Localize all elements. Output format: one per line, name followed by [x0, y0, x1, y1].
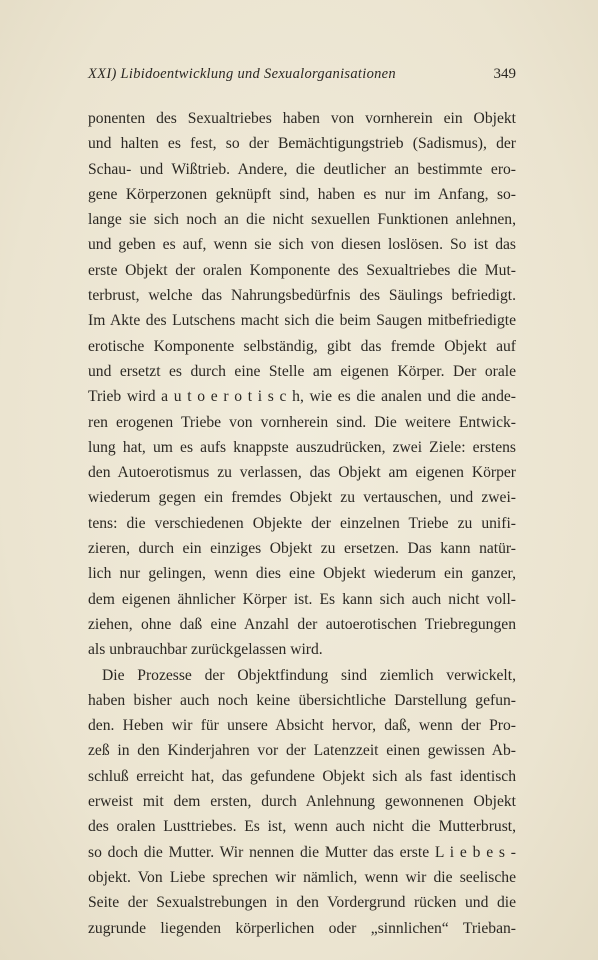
text-line: wiederum gegen ein fremdes Objekt zu vertauschen, und zwei- [88, 489, 516, 507]
text-line: erweist mit dem ersten, durch Anlehnung gewonnenen Objekt [88, 793, 516, 811]
text-line: erste Objekt der oralen Komponente des Sexualtriebes die Mut- [88, 261, 516, 279]
text-line: ziehen, ohne daß eine Anzahl der autoerotischen Triebregungen [88, 615, 516, 633]
text-line: so doch die Mutter. Wir nennen die Mutter das erste L i e b e s - [88, 843, 516, 861]
text-line: Seite der Sexualstrebungen in den Vordergrund rücken und die [88, 894, 516, 912]
text-line: lung hat, um es aufs knappste auszudrücken, zwei Ziele: erstens [88, 438, 516, 456]
text-line: gene Körperzonen geknüpft sind, haben es nur im Anfang, so- [88, 185, 516, 203]
text-line: zeß in den Kinderjahren vor der Latenzzeit einen gewissen Ab- [88, 742, 516, 760]
paragraph-end-line: als unbrauchbar zurückgelassen wird. [88, 641, 323, 659]
text-line: ren erogenen Triebe von vornherein sind. Die weitere Entwick- [88, 413, 516, 431]
text-line: und geben es auf, wenn sie sich von diesen loslösen. So ist das [88, 236, 516, 254]
paragraph-start-line: Die Prozesse der Objektfindung sind ziemlich verwickelt, [102, 666, 516, 684]
text-line: und ersetzt es durch eine Stelle am eigenen Körper. Der orale [88, 362, 516, 380]
text-line: den Autoerotismus zu verlassen, das Objekt am eigenen Körper [88, 464, 516, 482]
text-line: und halten es fest, so der Bemächtigungstrieb (Sadismus), der [88, 135, 516, 153]
text-line: dem eigenen ähnlicher Körper ist. Es kann sich auch nicht voll- [88, 590, 516, 608]
text-line: tens: die verschiedenen Objekte der einzelnen Triebe zu unifi- [88, 514, 516, 532]
text-line: erotische Komponente selbständig, gibt das fremde Objekt auf [88, 337, 516, 355]
text-line: den. Heben wir für unsere Absicht hervor, daß, wenn der Pro- [88, 717, 516, 735]
text-line: ponenten des Sexualtriebes haben von vornherein ein Objekt [88, 110, 516, 127]
text-line: zieren, durch ein einziges Objekt zu ersetzen. Das kann natür- [88, 540, 516, 558]
body-text [88, 106, 516, 941]
text-line: haben bisher auch noch keine übersichtliche Darstellung gefun- [88, 691, 516, 709]
text-line: terbrust, welche das Nahrungsbedürfnis des Säulings befriedigt. [88, 287, 516, 305]
text-line: zugrunde liegenden körperlichen oder „sinnlichen“ Trieban- [88, 919, 516, 937]
text-line: Im Akte des Lutschens macht sich die beim Saugen mitbefriedigte [88, 312, 516, 330]
text-line: Trieb wird a u t o e r o t i s c h, wie es die analen und die ande- [88, 388, 516, 406]
page-header [88, 66, 516, 88]
page-number: 349 [493, 66, 516, 82]
text-line: objekt. Von Liebe sprechen wir nämlich, wenn wir die seelische [88, 868, 516, 886]
text-line: schluß erreicht hat, das gefundene Objekt sich als fast identisch [88, 767, 516, 785]
text-line: des oralen Lusttriebes. Es ist, wenn auch nicht die Mutterbrust, [88, 818, 516, 836]
text-line: Schau- und Wißtrieb. Andere, die deutlicher an bestimmte ero- [88, 160, 516, 178]
text-line: lich nur gelingen, wenn dies eine Objekt wiederum ein ganzer, [88, 565, 516, 583]
running-title: XXI) Libidoentwicklung und Sexualorganisationen [88, 66, 396, 82]
text-line: lange sie sich noch an die nicht sexuellen Funktionen anlehnen, [88, 211, 516, 229]
